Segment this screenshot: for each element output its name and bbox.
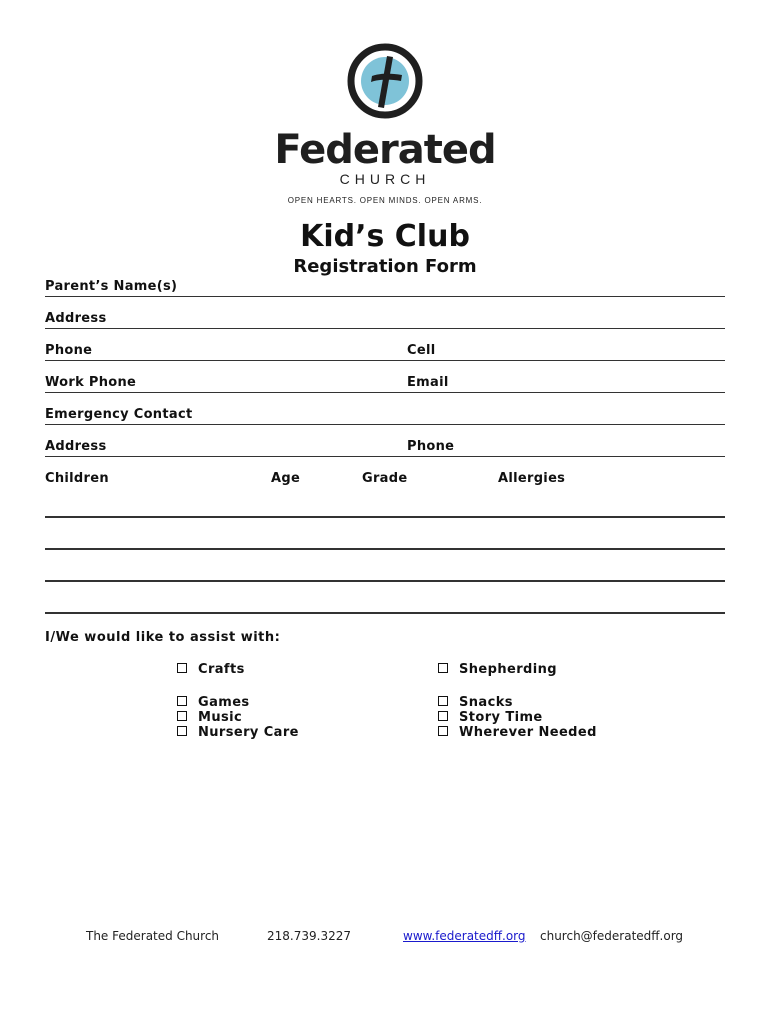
address-label: Address bbox=[45, 311, 107, 326]
brand-tagline: OPEN HEARTS. OPEN MINDS. OPEN ARMS. bbox=[287, 196, 483, 205]
brand-subtitle: CHURCH bbox=[339, 171, 431, 187]
option-crafts[interactable]: Crafts bbox=[177, 662, 245, 678]
child-entry-line[interactable] bbox=[45, 612, 725, 614]
email-label: Email bbox=[407, 375, 449, 390]
brand-name: Federated bbox=[274, 127, 496, 173]
checkbox-icon[interactable] bbox=[438, 696, 448, 706]
form-title: Kid’s Club bbox=[300, 219, 470, 254]
child-entry-line[interactable] bbox=[45, 580, 725, 582]
option-music[interactable]: Music bbox=[177, 710, 242, 726]
option-games[interactable]: Games bbox=[177, 695, 250, 711]
age-column-header: Age bbox=[271, 471, 301, 486]
footer-email: church@federatedff.org bbox=[540, 929, 684, 943]
phone-cell-field[interactable] bbox=[45, 340, 725, 361]
checkbox-icon[interactable] bbox=[177, 726, 187, 736]
address-field[interactable] bbox=[45, 308, 725, 329]
emergency-contact-field[interactable] bbox=[45, 404, 725, 425]
emergency-address-label: Address bbox=[45, 439, 107, 454]
checkbox-icon[interactable] bbox=[177, 711, 187, 721]
checkbox-icon[interactable] bbox=[177, 696, 187, 706]
option-wherever-needed[interactable]: Wherever Needed bbox=[438, 725, 597, 741]
option-snacks[interactable]: Snacks bbox=[438, 695, 513, 711]
work-phone-label: Work Phone bbox=[45, 375, 137, 390]
emergency-contact-label: Emergency Contact bbox=[45, 407, 193, 422]
church-logo-icon bbox=[346, 42, 424, 120]
grade-column-header: Grade bbox=[362, 471, 408, 486]
assist-section-label: I/We would like to assist with: bbox=[45, 630, 281, 645]
checkbox-icon[interactable] bbox=[438, 726, 448, 736]
allergies-column-header: Allergies bbox=[498, 471, 566, 486]
checkbox-icon[interactable] bbox=[438, 663, 448, 673]
footer-website-link[interactable]: www.federatedff.org bbox=[403, 929, 526, 943]
child-entry-line[interactable] bbox=[45, 548, 725, 550]
work-phone-email-field[interactable] bbox=[45, 372, 725, 393]
option-nursery-care[interactable]: Nursery Care bbox=[177, 725, 299, 741]
footer-phone: 218.739.3227 bbox=[267, 929, 351, 943]
checkbox-icon[interactable] bbox=[438, 711, 448, 721]
form-subtitle: Registration Form bbox=[293, 256, 477, 277]
parents-name-label: Parent’s Name(s) bbox=[45, 279, 178, 294]
checkbox-icon[interactable] bbox=[177, 663, 187, 673]
children-column-header: Children bbox=[45, 471, 109, 486]
option-story-time[interactable]: Story Time bbox=[438, 710, 543, 726]
parents-name-field[interactable] bbox=[45, 276, 725, 297]
child-entry-line[interactable] bbox=[45, 516, 725, 518]
cell-label: Cell bbox=[407, 343, 436, 358]
phone-label: Phone bbox=[45, 343, 93, 358]
footer-org-name: The Federated Church bbox=[86, 929, 220, 943]
emergency-address-phone-field[interactable] bbox=[45, 436, 725, 457]
option-shepherding[interactable]: Shepherding bbox=[438, 662, 557, 678]
emergency-phone-label: Phone bbox=[407, 439, 455, 454]
